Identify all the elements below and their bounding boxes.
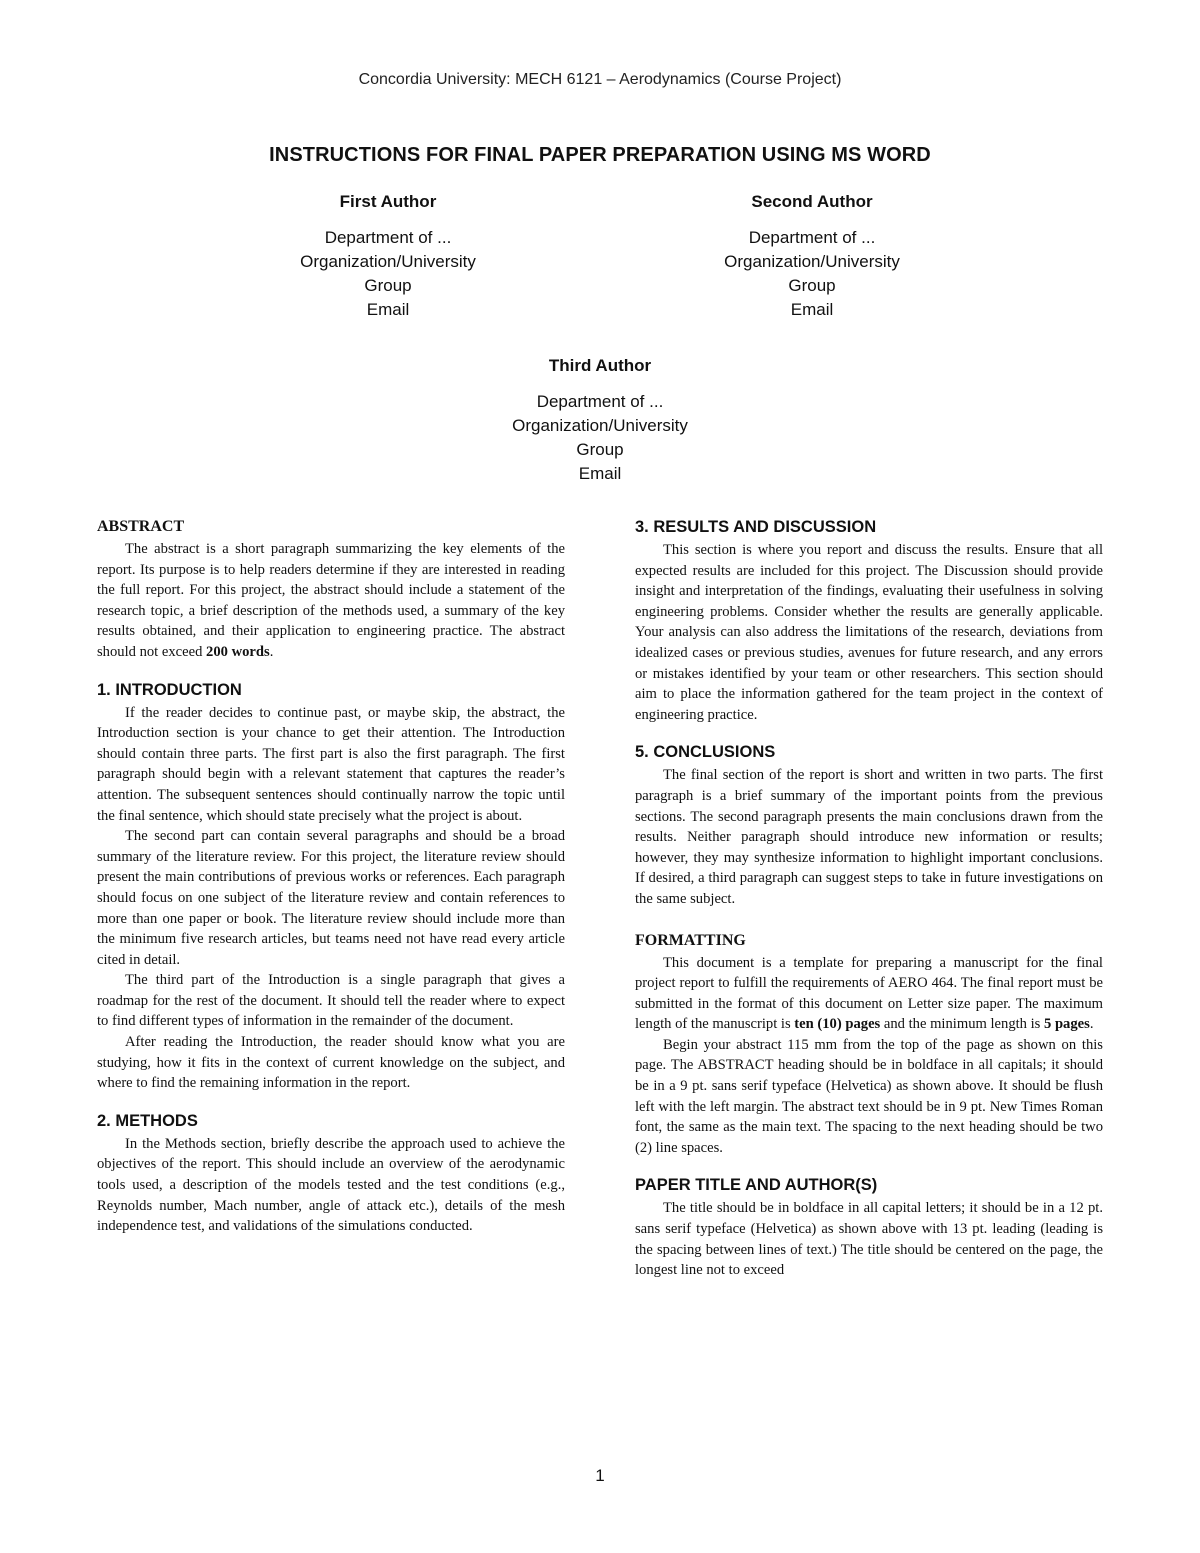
author-block-first: [208, 190, 568, 322]
author-email: Email: [366, 300, 410, 319]
methods-heading: 2. METHODS: [97, 1111, 198, 1130]
author-name: First Author: [339, 192, 437, 211]
results-paragraph: This section is where you report and discuss the results. Ensure that all expected results are included for this project. The Discussion should provide insight and interpretation of the findings, evaluating their usefulness in solving engineering problems. Consider whether the results are generally applicable. Your analysis can also address the limitations of the research, deviations from idealized cases or previous studies, avenues for future research, and any errors or mistakes identified by your team or other researchers. This section should aim to place the information gathered for the team project in the context of engineering practice.: [635, 542, 1103, 723]
formatting-paragraph: [635, 953, 1103, 1035]
abstract-heading: ABSTRACT: [97, 518, 185, 535]
formatting-heading: FORMATTING: [635, 931, 746, 949]
author-name: Second Author: [751, 192, 873, 211]
running-header: Concordia University: MECH 6121 – Aerodynamics (Course Project): [358, 71, 842, 88]
author-organization: Organization/University: [512, 416, 688, 435]
paper-title: INSTRUCTIONS FOR FINAL PAPER PREPARATION USING MS WORD: [269, 144, 931, 166]
formatting-paragraph: Begin your abstract 115 mm from the top of the page as shown on this page. The ABSTRACT heading should be in boldface in all capitals; it should be in a 9 pt. sans serif typeface (Helvetica) as shown above. It should be flush left with the left margin. The abstract text should be in 9 pt. New Times Roman font, the same as the main text. The spacing to the next heading should be two (2) line spaces.: [635, 1036, 1103, 1156]
author-group: Group: [364, 276, 412, 295]
author-department: Department of ...: [324, 228, 452, 247]
author-email: Email: [578, 464, 622, 483]
paper-title-heading: PAPER TITLE AND AUTHOR(S): [635, 1176, 878, 1195]
introduction-paragraph: The second part can contain several paragraphs and should be a broad summary of the literature review. For this project, the literature review should present the main contributions of previous works or references. Each paragraph should focus on one subject of the literature review and contain references to more than one paper or book. The literature review should include more than the minimum five research articles, but teams need not have read every article cited in detail.: [97, 828, 565, 968]
right-column: [635, 517, 1103, 1281]
author-group: Group: [788, 276, 836, 295]
conclusions-paragraph: The final section of the report is short and written in two parts. The first paragraph is a brief summary of the important points from the previous sections. The second paragraph presents the main conclusions drawn from the results. Neither paragraph should introduce new information or results; however, they may synthesize information to highlight important conclusions. If desired, a third paragraph can suggest steps to take in future investigations on the same subject.: [635, 767, 1103, 907]
page-number: 1: [595, 1466, 605, 1485]
abstract-paragraph: [97, 539, 565, 663]
abstract-word-limit: 200 words: [206, 643, 270, 660]
author-organization: Organization/University: [300, 252, 476, 271]
paper-title-paragraph: The title should be in boldface in all capital letters; it should be in a 12 pt. sans serif typeface (Helvetica) as shown above with 13 pt. leading (leading is the spacing between lines of text.) The title should be centered on the page, the longest line not to exceed: [635, 1200, 1103, 1279]
results-heading: 3. RESULTS AND DISCUSSION: [635, 518, 877, 536]
author-name: Third Author: [548, 356, 652, 375]
introduction-paragraph: After reading the Introduction, the reader should know what you are studying, how it fits in the context of current knowledge on the subject, and where to find the remaining information in the report.: [97, 1034, 565, 1092]
left-column: [97, 517, 565, 1237]
max-pages: ten (10) pages: [794, 1016, 881, 1033]
author-department: Department of ...: [748, 228, 876, 247]
introduction-heading: 1. INTRODUCTION: [97, 680, 242, 699]
author-organization: Organization/University: [724, 252, 900, 271]
abstract-end: .: [269, 643, 274, 660]
formatting-text: This document is a template for preparing a manuscript for the final project report to fulfill the requirements of AERO 464. The final report must be submitted in the format of this document on Letter size paper. The maximum length of the manuscript is: [635, 954, 1103, 1033]
author-department: Department of ...: [536, 392, 664, 411]
conclusions-heading: 5. CONCLUSIONS: [635, 743, 776, 762]
introduction-paragraph: If the reader decides to continue past, or maybe skip, the abstract, the Introduction section is your chance to get their attention. The Introduction should contain three parts. The first part is also the first paragraph. The first paragraph should begin with a relevant statement that captures the reader’s attention. The subsequent sentences should continually narrow the topic until the final sentence, which should state precisely what the project is about.: [97, 704, 565, 824]
author-block-third: [420, 354, 780, 486]
methods-paragraph: In the Methods section, briefly describe the approach used to achieve the objectives of the report. This should include an overview of the aerodynamic tools used, a description of the models tested and the test conditions (e.g., Reynolds number, Mach number, angle of attack etc.), details of the mesh independence test, and validations of the simulations conducted.: [97, 1135, 565, 1235]
abstract-text: The abstract is a short paragraph summarizing the key elements of the report. Its purpose is to help readers determine if they are interested in reading the full report. For this project, the abstract should include a statement of the research topic, a brief description of the methods used, a summary of the key results obtained, and their application to engineering practice. The abstract should not exceed: [97, 541, 565, 660]
min-pages: 5 pages: [1044, 1016, 1090, 1033]
introduction-paragraph: The third part of the Introduction is a single paragraph that gives a roadmap for the rest of the document. It should tell the reader where to expect to find different types of information in the remainder of the document.: [97, 972, 565, 1030]
author-block-second: [632, 190, 992, 322]
formatting-text: and the minimum length is: [880, 1016, 1044, 1033]
author-group: Group: [576, 440, 624, 459]
author-email: Email: [790, 300, 834, 319]
formatting-end: .: [1089, 1016, 1094, 1033]
